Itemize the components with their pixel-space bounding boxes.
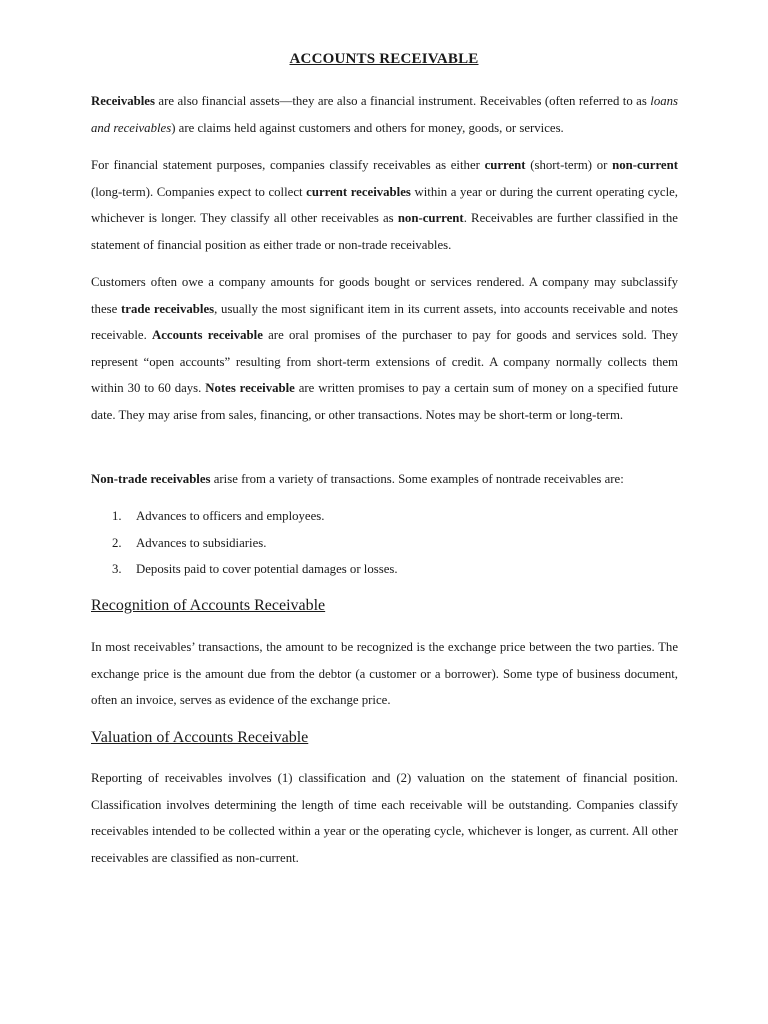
paragraph-non-trade: Non-trade receivables arise from a variety of transactions. Some examples of nontrade receivables are:: [91, 472, 624, 486]
paragraph-valuation: Reporting of receivables involves (1) classification and (2) valuation on the statement of financial position. Classification involves determining the length of time each receivable will be outstanding. Companies classify receivables intended to be collected within a year or the operating cycle, whichever is longer, as current. All other receivables are classified as non-current.: [91, 771, 678, 865]
term-non-trade-receivables: Non-trade receivables: [91, 472, 211, 486]
term-non-current: non-current: [612, 158, 678, 172]
heading-valuation: Valuation of Accounts Receivable: [91, 729, 309, 746]
term-current: current: [484, 158, 526, 172]
nontrade-examples-list: [112, 503, 672, 583]
term-receivables: Receivables: [91, 94, 155, 108]
heading-recognition: Recognition of Accounts Receivable: [91, 597, 326, 614]
list-item: 3. Deposits paid to cover potential damages or losses.: [112, 562, 398, 576]
term-non-current-2: non-current: [397, 211, 464, 225]
document-title: ACCOUNTS RECEIVABLE: [289, 51, 479, 67]
paragraph-trade-receivables: Customers often owe a company amounts for goods bought or services rendered. A company may subclassify these trade receivables, usually the most significant item in its current assets, into accounts receivable and notes receivable. Accounts receivable are oral promises of the purchaser to pay for goods and services sold. They represent “open accounts” resulting from short-term extensions of credit. A company normally collects them within 30 to 60 days. Notes receivable are written promises to pay a certain sum of money on a specified future date. They may arise from sales, financing, or other transactions. Notes may be short-term or long-term.: [91, 275, 679, 422]
paragraph-classification: For financial statement purposes, companies classify receivables as either current (short-term) or non-current (long-term). Companies expect to collect current receivables within a year or during the current operating cycle, whichever is longer. They classify all other receivables as non-current. Receivables are further classified in the statement of financial position as either trade or non-trade receivables.: [91, 158, 679, 252]
term-trade-receivables: trade receivables: [121, 301, 215, 316]
term-notes-receivable: Notes receivable: [205, 381, 295, 395]
term-current-receivables: current receivables: [306, 184, 411, 199]
list-item: 1. Advances to officers and employees.: [112, 509, 325, 523]
paragraph-recognition: In most receivables’ transactions, the amount to be recognized is the exchange price between the two parties. The exchange price is the amount due from the debtor (a customer or a borrower). Some type of business document, often an invoice, serves as evidence of the exchange price.: [91, 640, 678, 707]
list-item: 2. Advances to subsidiaries.: [112, 535, 267, 550]
term-accounts-receivable: Accounts receivable: [152, 328, 263, 342]
term-loans-and-receivables: loans and receivables: [91, 94, 678, 135]
paragraph-receivables-intro: Receivables are also financial assets—they are also a financial instrument. Receivables (often referred to as loans and receivables) are claims held against customers and others for money, goods, or services.: [91, 94, 678, 135]
